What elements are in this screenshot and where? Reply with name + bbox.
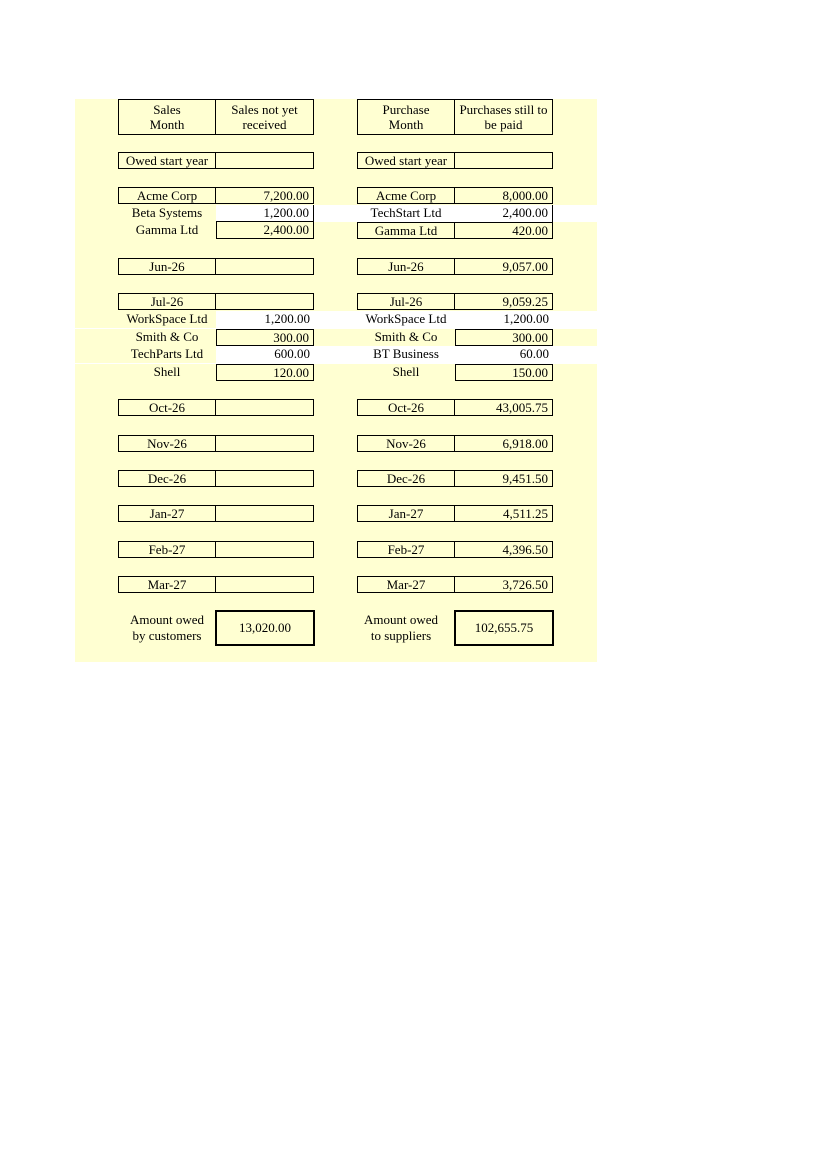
sales-row-label: Shell	[153, 364, 181, 379]
purchase-row-label: Nov-26	[357, 435, 455, 452]
purchase-row-value[interactable]: 300.00	[455, 329, 553, 346]
purchase-row-value[interactable]: 4,396.50	[455, 541, 553, 558]
purchase-row-value[interactable]: 9,057.00	[455, 258, 553, 275]
sales-row-value[interactable]: 120.00	[216, 364, 314, 381]
sales-row-value[interactable]: 1,200.00	[216, 205, 314, 222]
purchase-row-value[interactable]: 4,511.25	[455, 505, 553, 522]
header-purchases-to-pay: Purchases still to be paid	[455, 99, 553, 135]
purchase-row-value[interactable]: 3,726.50	[455, 576, 553, 593]
owed-start-value-right[interactable]	[455, 152, 553, 169]
sales-row-value[interactable]: 2,400.00	[216, 222, 314, 239]
sales-row-label: Feb-27	[118, 541, 216, 558]
purchase-row-value[interactable]: 1,200.00	[503, 311, 549, 326]
owed-start-label-left: Owed start year	[118, 152, 216, 169]
total-label-suppliers: Amount owed to suppliers	[363, 612, 439, 643]
purchase-row-label: Jul-26	[357, 293, 455, 310]
purchase-row-value[interactable]: 9,451.50	[455, 470, 553, 487]
purchase-row-value[interactable]: 43,005.75	[455, 399, 553, 416]
purchase-row-value[interactable]: 8,000.00	[455, 187, 553, 204]
sales-row-label: Jan-27	[118, 505, 216, 522]
header-sales-month: Sales Month	[118, 99, 216, 135]
owed-start-label-right: Owed start year	[357, 152, 455, 169]
purchase-row-label: Dec-26	[357, 470, 455, 487]
sales-row-value[interactable]: 7,200.00	[216, 187, 314, 204]
sales-row-label: Jun-26	[118, 258, 216, 275]
purchase-row-label: Mar-27	[357, 576, 455, 593]
sales-row-value[interactable]	[216, 470, 314, 487]
purchase-row-value[interactable]: 150.00	[455, 364, 553, 381]
purchase-row-value[interactable]: 2,400.00	[455, 205, 553, 222]
purchase-row-label: Oct-26	[357, 399, 455, 416]
sales-row-value[interactable]	[216, 399, 314, 416]
sales-row-value[interactable]: 600.00	[274, 346, 310, 361]
purchase-row-value[interactable]: 420.00	[455, 222, 553, 239]
purchase-row-label: Gamma Ltd	[357, 222, 455, 239]
owed-start-value-left[interactable]	[216, 152, 314, 169]
purchase-row-label: Smith & Co	[374, 329, 438, 344]
sales-row-label: Jul-26	[118, 293, 216, 310]
purchase-row-label: Shell	[392, 364, 420, 379]
purchase-row-label: Feb-27	[357, 541, 455, 558]
purchase-row-label: Acme Corp	[357, 187, 455, 204]
purchase-row-label: Jan-27	[357, 505, 455, 522]
total-value-customers: 13,020.00	[215, 610, 315, 646]
purchase-row-label: TechStart Ltd	[370, 205, 442, 220]
sales-row-value[interactable]	[216, 293, 314, 310]
total-label-customers: Amount owed by customers	[129, 612, 205, 643]
total-value-suppliers: 102,655.75	[454, 610, 554, 646]
sales-row-label: Gamma Ltd	[135, 222, 199, 237]
sales-row-label: Mar-27	[118, 576, 216, 593]
sales-row-value[interactable]: 1,200.00	[264, 311, 310, 326]
header-purchase-month: Purchase Month	[357, 99, 455, 135]
sales-row-value[interactable]	[216, 258, 314, 275]
sales-row-value[interactable]	[216, 505, 314, 522]
sales-row-label: Oct-26	[118, 399, 216, 416]
sales-row-label: Dec-26	[118, 470, 216, 487]
purchase-row-value[interactable]: 6,918.00	[455, 435, 553, 452]
purchase-row-label: BT Business	[373, 346, 439, 361]
header-sales-not-received: Sales not yet received	[216, 99, 314, 135]
purchase-row-label: Jun-26	[357, 258, 455, 275]
sales-row-value[interactable]	[216, 576, 314, 593]
sales-row-label: WorkSpace Ltd	[126, 311, 208, 326]
purchase-row-label: WorkSpace Ltd	[365, 311, 447, 326]
sales-row-value[interactable]	[216, 541, 314, 558]
purchase-row-value[interactable]: 9,059.25	[455, 293, 553, 310]
sales-row-value[interactable]: 300.00	[216, 329, 314, 346]
sales-row-label: Nov-26	[118, 435, 216, 452]
sales-row-label: Smith & Co	[135, 329, 199, 344]
sales-row-value[interactable]	[216, 435, 314, 452]
sales-row-label: Beta Systems	[131, 205, 203, 220]
sales-row-label: Acme Corp	[118, 187, 216, 204]
sales-row-label: TechParts Ltd	[130, 346, 204, 361]
purchase-row-value[interactable]: 60.00	[519, 346, 549, 361]
